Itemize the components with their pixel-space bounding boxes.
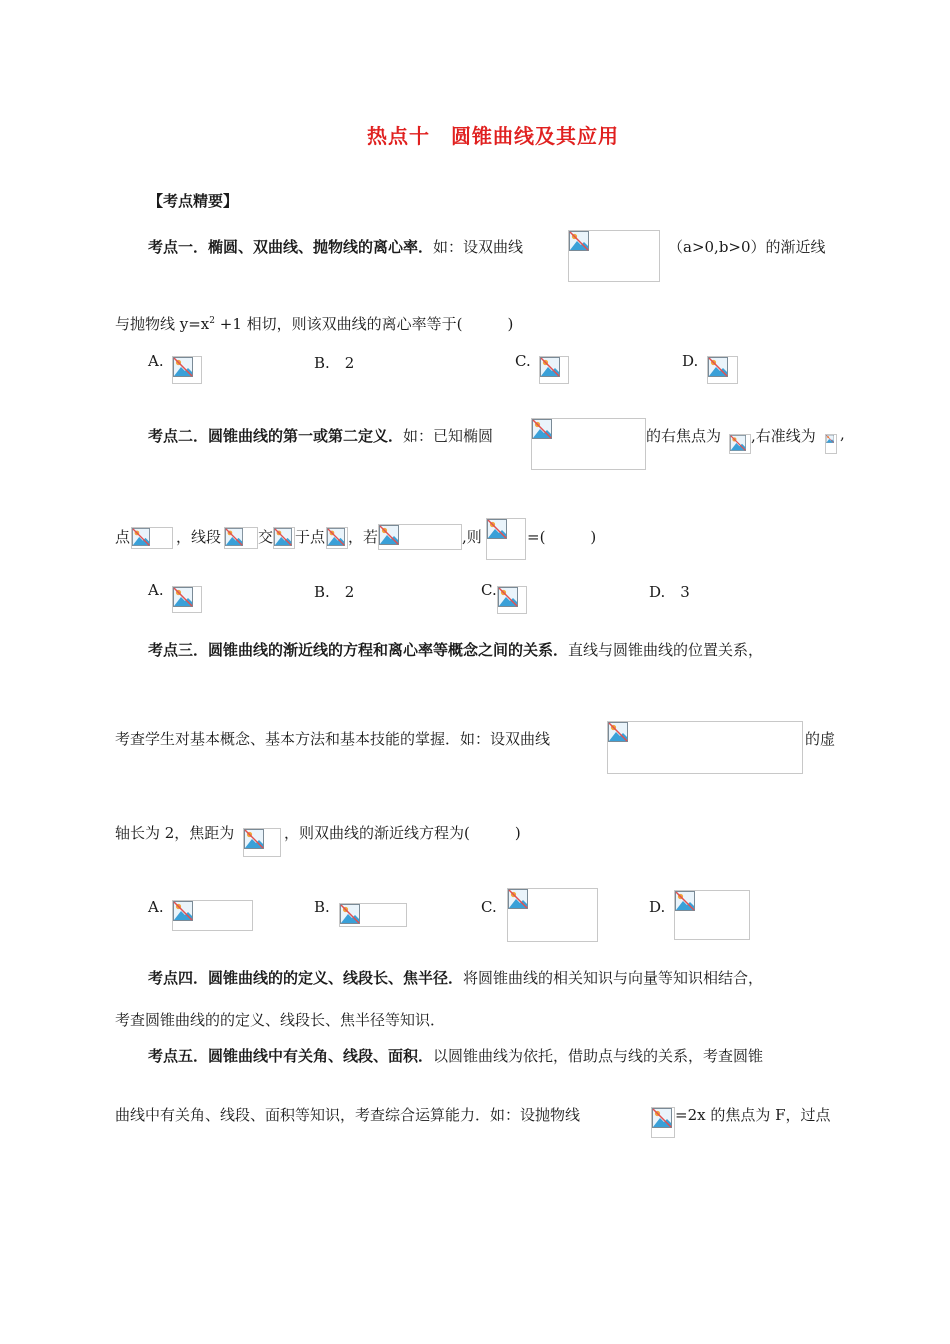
broken-image-icon [379, 525, 399, 545]
formula-image [507, 888, 598, 942]
k3-l2-a: 考查学生对基本概念、基本方法和基本技能的掌握．如：设双曲线 [115, 730, 551, 748]
broken-image-icon [225, 528, 243, 546]
k4-rest: 将圆锥曲线的相关知识与向量等知识相结合， [463, 969, 764, 987]
k3-option-a: A. [148, 898, 164, 916]
formula-image [486, 518, 526, 560]
k2-t1: 的右焦点为 [646, 427, 722, 445]
k2-l2-c: 交 [258, 528, 274, 546]
formula-image [707, 356, 738, 384]
k3-l3-a: 轴长为 2，焦距为 [115, 824, 235, 842]
broken-image-icon [327, 528, 345, 546]
k2-t2: ,右准线为 [751, 427, 816, 445]
k3-option-c: C. [481, 898, 497, 916]
k4-label: 考点四．圆锥曲线的的定义、线段长、焦半径． [148, 969, 464, 987]
k2-t3: , [840, 425, 845, 443]
k2-option-d: D. 3 [649, 583, 690, 601]
k1-line2 [115, 313, 513, 334]
k2-l2-b: ，线段 [176, 528, 222, 546]
formula-image [651, 1107, 675, 1138]
broken-image-icon [173, 587, 193, 607]
k2-l2-f: ,则 [462, 528, 482, 546]
formula-image [172, 356, 202, 384]
formula-image [172, 900, 253, 931]
k3-l2-b: 的虚 [805, 730, 836, 748]
broken-image-icon [274, 528, 292, 546]
k2-l2-a: 点 [115, 528, 131, 546]
k1-pre: 如：设双曲线 [433, 238, 524, 256]
broken-image-icon [244, 829, 264, 849]
k3-rest: 直线与圆锥曲线的位置关系， [568, 641, 764, 659]
formula-image [273, 527, 295, 549]
broken-image-icon [730, 435, 746, 451]
k2-option-a: A. [148, 581, 164, 599]
broken-image-icon [498, 587, 518, 607]
broken-image-icon [173, 357, 193, 377]
formula-image [568, 230, 660, 282]
k5-l2-b: =2x 的焦点为 F，过点 [675, 1106, 831, 1124]
broken-image-icon [132, 528, 150, 546]
formula-image [539, 356, 569, 384]
k5-rest: 以圆锥曲线为依托，借助点与线的关系，考查圆锥 [433, 1047, 764, 1065]
k2-l2-e: ，若 [348, 528, 379, 546]
k2-pre: 如：已知椭圆 [403, 427, 494, 445]
k5-label: 考点五．圆锥曲线中有关角、线段、面积． [148, 1047, 434, 1065]
broken-image-icon [173, 901, 193, 921]
k3-label: 考点三．圆锥曲线的渐近线的方程和离心率等概念之间的关系． [148, 641, 569, 659]
broken-image-icon [340, 904, 360, 924]
section-header: 【考点精要】 [148, 192, 239, 210]
k3-option-d: D. [649, 898, 666, 916]
k3-line1 [148, 639, 763, 660]
formula-image [674, 890, 750, 940]
k1-option-a: A. [148, 352, 164, 370]
broken-image-icon [487, 519, 507, 539]
broken-image-icon [708, 357, 728, 377]
formula-image [172, 586, 202, 613]
k5-line1 [148, 1045, 763, 1066]
k3-option-b: B. [314, 898, 330, 916]
formula-image [531, 418, 646, 470]
formula-image [378, 524, 462, 550]
k1-label: 考点一．椭圆、双曲线、抛物线的离心率． [148, 238, 434, 256]
broken-image-icon [508, 889, 528, 909]
formula-image [131, 527, 173, 549]
broken-image-icon [540, 357, 560, 377]
k5-l2-a: 曲线中有关角、线段、面积等知识，考查综合运算能力．如：设抛物线 [115, 1106, 581, 1124]
formula-image [243, 828, 281, 857]
k2-line1 [148, 425, 493, 446]
broken-image-icon [569, 231, 589, 251]
k1-line1 [148, 236, 523, 257]
k1-cond: （a>0,b>0）的渐近线 [668, 238, 826, 256]
k2-l2-d: 于点 [295, 528, 326, 546]
formula-image [825, 434, 837, 454]
k2-option-b: B. 2 [314, 583, 355, 601]
formula-image [729, 434, 751, 454]
broken-image-icon [826, 435, 834, 443]
k4-line1 [148, 967, 763, 988]
broken-image-icon [608, 722, 628, 742]
k3-l3-b: ，则双曲线的渐近线方程为( ) [284, 824, 521, 842]
broken-image-icon [652, 1108, 672, 1128]
k2-option-c: C. [481, 581, 497, 599]
k1-option-b: B. 2 [314, 354, 355, 372]
formula-image [339, 903, 407, 927]
formula-image [224, 527, 258, 549]
k4-line2: 考查圆锥曲线的的定义、线段长、焦半径等知识． [115, 1011, 446, 1029]
k2-l2-g: =( ) [527, 528, 597, 546]
k1-line2-sup: 2 [209, 316, 216, 326]
k2-label: 考点二．圆锥曲线的第一或第二定义． [148, 427, 404, 445]
broken-image-icon [675, 891, 695, 911]
formula-image [607, 721, 803, 774]
k1-option-c: C. [515, 352, 531, 370]
page-title: 热点十 圆锥曲线及其应用 [367, 124, 619, 148]
k1-option-d: D. [682, 352, 699, 370]
formula-image [326, 527, 348, 549]
formula-image [497, 586, 527, 614]
k1-line2-a: 与抛物线 y=x [115, 315, 210, 333]
k1-line2-b: +1 相切，则该双曲线的离心率等于( ) [215, 315, 514, 333]
broken-image-icon [532, 419, 552, 439]
